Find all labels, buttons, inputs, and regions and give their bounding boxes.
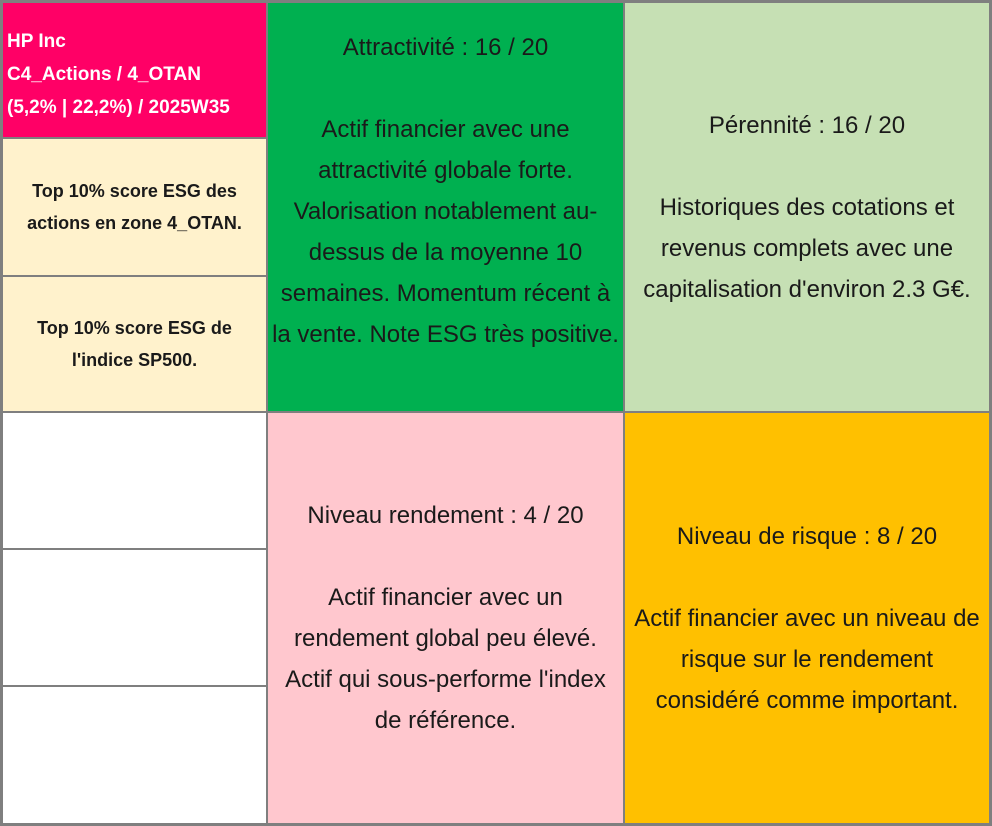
attractivite-title: Attractivité : 16 / 20 [342, 34, 549, 61]
asset-category: C4_Actions / 4_OTAN [7, 64, 201, 85]
empty-cell [2, 686, 267, 824]
esg-zone-note: Top 10% score ESG des actions en zone 4_OTAN. [27, 181, 242, 233]
asset-title-cell [2, 2, 267, 138]
company-name: HP Inc [7, 31, 66, 52]
perennite-cell [624, 2, 990, 412]
empty-cell [2, 412, 267, 549]
esg-index-note: Top 10% score ESG de l'indice SP500. [37, 318, 232, 370]
attractivite-description: Actif financier avec une attractivité globale forte. Valorisation notablement au-dessus de la moyenne 10 semaines. Momentum récent à la vente. Note ESG très positive. [272, 116, 619, 348]
empty-cell [2, 549, 267, 686]
risque-title: Niveau de risque : 8 / 20 [676, 522, 938, 550]
attractivite-cell [267, 2, 624, 412]
rendement-description: Actif financier avec un rendement global peu élevé. Actif qui sous-performe l'index de référence. [285, 584, 606, 734]
perennite-title: Pérennité : 16 / 20 [708, 111, 906, 139]
rendement-cell [267, 412, 624, 824]
esg-zone-cell [2, 138, 267, 276]
perennite-description: Historiques des cotations et revenus complets avec une capitalisation d'environ 2.3 G€. [643, 193, 971, 303]
asset-stats: (5,2% | 22,2%) / 2025W35 [7, 97, 230, 118]
esg-index-cell [2, 276, 267, 412]
rendement-title: Niveau rendement : 4 / 20 [307, 502, 584, 529]
risque-cell [624, 412, 990, 824]
risque-description: Actif financier avec un niveau de risque sur le rendement considéré comme important. [634, 604, 980, 714]
